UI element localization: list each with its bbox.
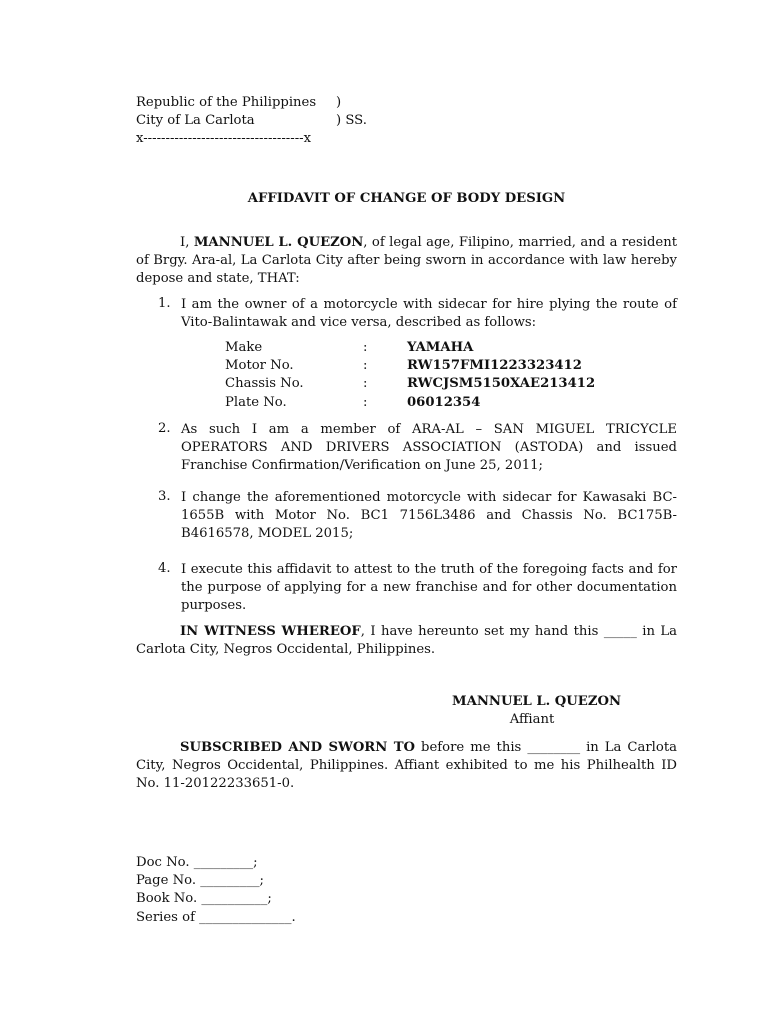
venue-ss: ) SS. <box>336 113 367 128</box>
witness-heading: IN WITNESS WHEREOF <box>180 624 361 639</box>
item-1-text: I am the owner of a motorcycle with sidecar for hire plying the route of Vito-Balintawak and vice versa, described as follows: <box>181 297 677 330</box>
vehicle-value: 06012354 <box>407 395 481 410</box>
intro-text: , of legal age, Filipino, married, and a resident of Brgy. Ara-al, La Carlota City after being sworn in accordance with law hereby depose and state, THAT: <box>136 235 677 286</box>
item-2-text: As such I am a member of ARA-AL – SAN MIGUEL TRICYCLE OPERATORS AND DRIVERS ASSOCIATION (ASTODA) and issued Franchise Confirmation/Verification on June 25, 2011; <box>181 422 677 473</box>
item-4-number: 4. <box>158 561 171 576</box>
jurat-heading: SUBSCRIBED AND SWORN TO <box>180 740 416 755</box>
affiant-name-intro: MANNUEL L. QUEZON <box>193 235 364 250</box>
item-3-text: I change the aforementioned motorcycle with sidecar for Kawasaki BC-1655B with Motor No. BC1 7156L3486 and Chassis No. BC175B-B4616578, MODEL 2015; <box>181 490 677 541</box>
book-no: Book No. __________; <box>136 891 272 906</box>
witness-paragraph <box>136 623 677 659</box>
doc-no: Doc No. _________; <box>136 855 258 870</box>
vehicle-separator: : <box>363 358 368 373</box>
item-4-text: I execute this affidavit to attest to the truth of the foregoing facts and for the purpose of applying for a new franchise and for other documentation purposes. <box>181 562 677 613</box>
affiant-role: Affiant <box>509 712 555 727</box>
item-2-number: 2. <box>158 421 171 436</box>
vehicle-value: RW157FMI1223323412 <box>407 358 582 373</box>
vehicle-label: Motor No. <box>225 358 294 373</box>
jurat-text: before me this ________ in La Carlota City, Negros Occidental, Philippines. Affiant exhibited to me his Philhealth ID No. 11-20122233651-0. <box>136 740 677 791</box>
item-3-number: 3. <box>158 489 171 504</box>
vehicle-label: Chassis No. <box>225 376 304 391</box>
vehicle-separator: : <box>363 376 368 391</box>
intro-paragraph <box>136 234 677 288</box>
document-title: AFFIDAVIT OF CHANGE OF BODY DESIGN <box>247 191 566 206</box>
vehicle-label: Plate No. <box>225 395 287 410</box>
series-of: Series of ______________. <box>136 910 296 925</box>
page-no: Page No. _________; <box>136 873 264 888</box>
vehicle-separator: : <box>363 395 368 410</box>
jurat-paragraph <box>136 739 677 793</box>
witness-text: , I have hereunto set my hand this _____ in La Carlota City, Negros Occidental, Philippines. <box>136 624 677 657</box>
intro-prefix: I, <box>180 235 194 250</box>
venue-city: City of La Carlota <box>136 113 255 128</box>
vehicle-separator: : <box>363 340 368 355</box>
vehicle-value: YAMAHA <box>407 340 474 355</box>
venue-republic: Republic of the Philippines <box>136 95 317 110</box>
item-1-number: 1. <box>158 296 171 311</box>
vehicle-value: RWCJSM5150XAE213412 <box>407 376 596 391</box>
venue-paren: ) <box>336 95 342 110</box>
venue-divider: x------------------------------------x <box>136 131 312 146</box>
affiant-signature-name: MANNUEL L. QUEZON <box>452 694 622 709</box>
vehicle-label: Make <box>225 340 263 355</box>
